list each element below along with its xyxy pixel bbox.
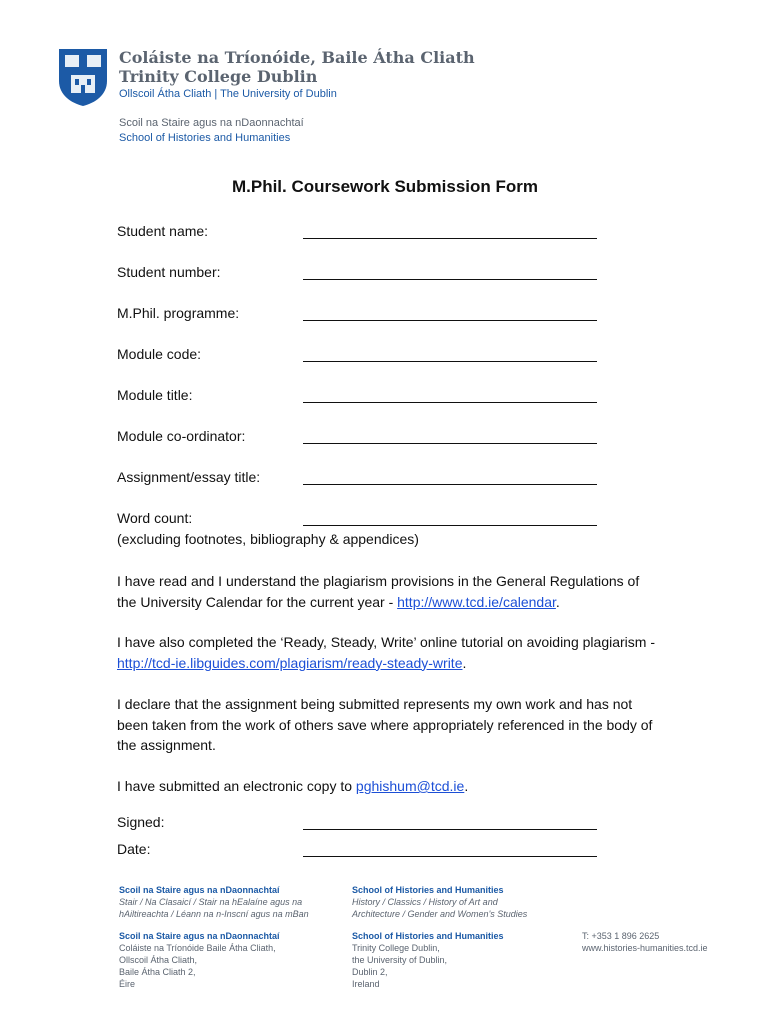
footer-disciplines-english-2: Architecture / Gender and Women's Studies bbox=[352, 909, 528, 919]
period: . bbox=[464, 778, 469, 794]
word-count-label: Word count: bbox=[117, 510, 193, 526]
module-coordinator-label: Module co-ordinator: bbox=[117, 428, 246, 444]
footer-school-irish bbox=[119, 884, 309, 920]
student-name-field[interactable] bbox=[303, 238, 597, 239]
footer-school-english bbox=[352, 884, 527, 920]
signed-label: Signed: bbox=[117, 814, 165, 830]
footer-disciplines-irish-2: hAiltireachta / Léann na n-Inscní agus na mBan bbox=[119, 909, 309, 919]
declaration-regulations bbox=[117, 571, 662, 612]
footer-address-english-line: Trinity College Dublin, bbox=[352, 943, 440, 953]
student-name-label: Student name: bbox=[117, 223, 209, 239]
tutorial-link[interactable]: http://tcd-ie.libguides.com/plagiarism/ready-steady-write bbox=[117, 654, 463, 671]
footer-address-english bbox=[352, 930, 504, 990]
footer-school-irish-heading: Scoil na Staire agus na nDaonnachtaí bbox=[119, 885, 280, 895]
footer-disciplines-english-1: History / Classics / History of Art and bbox=[352, 897, 498, 907]
footer-address-irish-line: Baile Átha Cliath 2, bbox=[119, 967, 196, 977]
email-link[interactable]: pghishum@tcd.ie bbox=[355, 778, 465, 794]
declaration-tutorial-text: I have also completed the ‘Ready, Steady, Write’ online tutorial on avoiding plagiarism - bbox=[117, 634, 655, 650]
footer-address-irish-heading: Scoil na Staire agus na nDaonnachtaí bbox=[119, 931, 280, 941]
declaration-electronic-copy bbox=[117, 776, 662, 797]
university-line: Ollscoil Átha Cliath | The University of Dublin bbox=[119, 88, 337, 100]
module-title-label: Module title: bbox=[117, 387, 193, 403]
footer-address-irish-line: Éire bbox=[119, 979, 136, 989]
date-field[interactable] bbox=[303, 856, 597, 857]
footer-address-irish bbox=[119, 930, 280, 990]
institution-name-irish: Coláiste na Tríonóide, Baile Átha Cliath bbox=[119, 48, 475, 67]
footer-address-english-heading: School of Histories and Humanities bbox=[352, 931, 504, 941]
school-name-irish: Scoil na Staire agus na nDaonnachtaí bbox=[119, 117, 304, 129]
school-name-english: School of Histories and Humanities bbox=[119, 132, 291, 144]
calendar-link[interactable]: http://www.tcd.ie/calendar bbox=[397, 593, 556, 610]
signature-field[interactable] bbox=[303, 829, 597, 830]
form-title: M.Phil. Coursework Submission Form bbox=[231, 177, 539, 196]
module-code-label: Module code: bbox=[117, 346, 202, 362]
footer-address-english-line: the University of Dublin, bbox=[352, 955, 448, 965]
institution-name-english: Trinity College Dublin bbox=[119, 67, 318, 86]
footer-address-irish-line: Ollscoil Átha Cliath, bbox=[119, 955, 198, 965]
footer-phone: T: +353 1 896 2625 bbox=[582, 931, 660, 941]
programme-label: M.Phil. programme: bbox=[117, 305, 240, 321]
college-crest-icon bbox=[57, 47, 109, 107]
footer-school-english-heading: School of Histories and Humanities bbox=[352, 885, 504, 895]
declaration-tutorial bbox=[117, 632, 662, 673]
period: . bbox=[462, 654, 467, 671]
essay-title-field[interactable] bbox=[303, 484, 597, 485]
footer-disciplines-irish-1: Stair / Na Clasaicí / Stair na hEalaíne agus na bbox=[119, 897, 303, 907]
footer-address-english-line: Dublin 2, bbox=[352, 967, 388, 977]
programme-field[interactable] bbox=[303, 320, 597, 321]
module-title-field[interactable] bbox=[303, 402, 597, 403]
footer-website[interactable]: www.histories-humanities.tcd.ie bbox=[582, 943, 708, 953]
module-coordinator-field[interactable] bbox=[303, 443, 597, 444]
word-count-field[interactable] bbox=[303, 525, 597, 526]
student-number-label: Student number: bbox=[117, 264, 221, 280]
date-label: Date: bbox=[117, 841, 151, 857]
declaration-electronic-copy-text: I have submitted an electronic copy to bbox=[117, 778, 356, 794]
word-count-note: (excluding footnotes, bibliography & appendices) bbox=[117, 531, 419, 547]
student-number-field[interactable] bbox=[303, 279, 597, 280]
module-code-field[interactable] bbox=[303, 361, 597, 362]
declaration-own-work: I declare that the assignment being submitted represents my own work and has not been taken from the work of others save where appropriately referenced in the body of the assignment. bbox=[117, 696, 653, 753]
period: . bbox=[555, 593, 560, 610]
footer-address-irish-line: Coláiste na Tríonóide Baile Átha Cliath, bbox=[119, 943, 276, 953]
footer-contact bbox=[582, 930, 708, 954]
declaration-regulations-text: I have read and I understand the plagiarism provisions in the General Regulations of the University Calendar for the current year - bbox=[117, 573, 640, 610]
footer-address-english-line: Ireland bbox=[352, 979, 380, 989]
essay-title-label: Assignment/essay title: bbox=[117, 469, 261, 485]
